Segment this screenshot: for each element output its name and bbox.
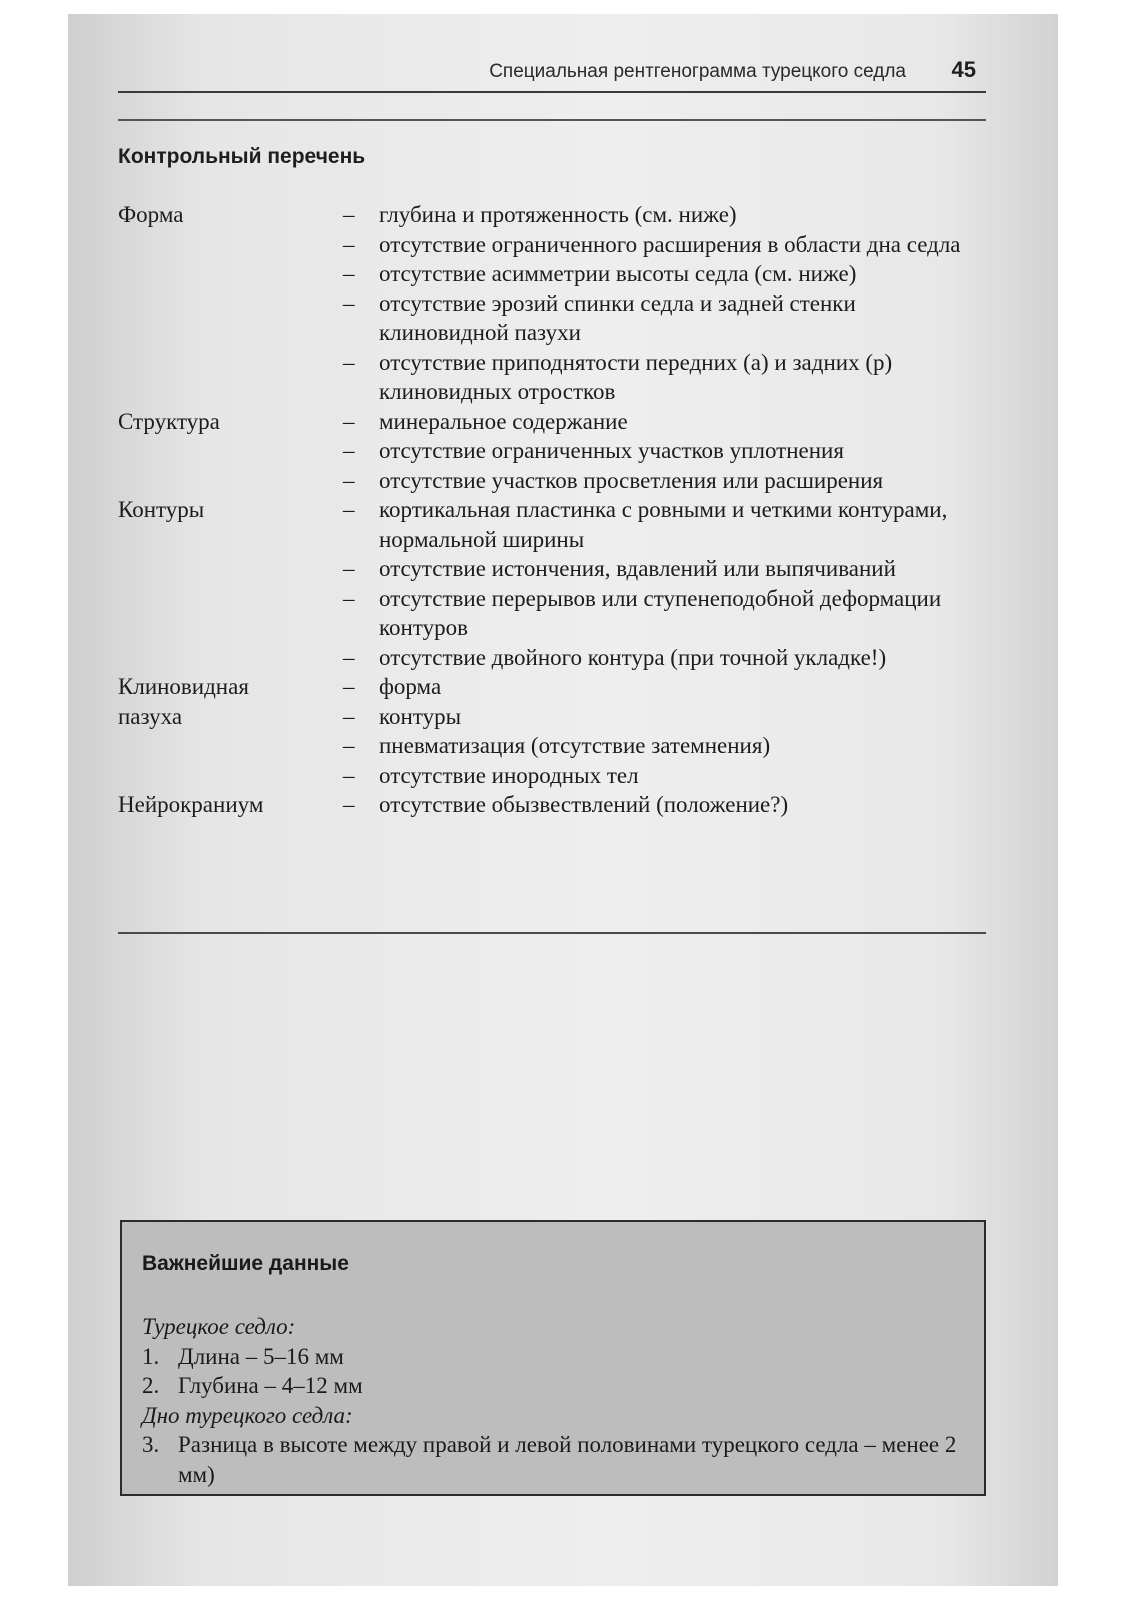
checklist-term: Форма bbox=[118, 202, 184, 227]
floor-label: Дно турецкого седла: bbox=[142, 1402, 353, 1428]
section-heading: Контрольный перечень bbox=[118, 145, 366, 168]
checklist-row bbox=[118, 672, 990, 702]
checklist-dash: – bbox=[343, 290, 355, 316]
checklist-dash: – bbox=[343, 556, 355, 581]
checklist-description: отсутствие инородных тел bbox=[379, 762, 639, 788]
running-title: Специальная рентгенограмма турецкого седла bbox=[489, 61, 906, 82]
item-number: 1. bbox=[142, 1343, 160, 1369]
checklist-description: отсутствие приподнятости передних (a) и задних (p) клиновидных отростков bbox=[379, 349, 893, 404]
checklist-dash: – bbox=[343, 438, 355, 463]
checklist-row bbox=[118, 436, 990, 466]
section-rule bbox=[118, 932, 986, 934]
item-text: Длина – 5–16 мм bbox=[178, 1343, 344, 1369]
checklist-row bbox=[118, 230, 990, 260]
running-head bbox=[118, 55, 986, 91]
checklist-dash: – bbox=[343, 231, 355, 257]
checklist-row bbox=[118, 289, 990, 348]
checklist-row bbox=[118, 702, 990, 732]
checklist-description: отсутствие двойного контура (при точной укладке!) bbox=[379, 644, 887, 670]
item-number: 3. bbox=[142, 1432, 160, 1457]
key-data-item bbox=[142, 1371, 972, 1401]
checklist-row bbox=[118, 790, 990, 820]
checklist-dash: – bbox=[343, 674, 355, 699]
checklist-term: Структура bbox=[118, 408, 220, 434]
checklist-dash: – bbox=[343, 202, 355, 227]
checklist-description: пневматизация (отсутствие затемнения) bbox=[379, 733, 771, 758]
checklist-dash: – bbox=[343, 762, 355, 788]
key-data-body bbox=[142, 1312, 972, 1489]
checklist-table bbox=[118, 200, 990, 820]
checklist-description: кортикальная пластинка с ровными и четкими контурами, нормальной ширины bbox=[379, 497, 948, 552]
checklist-term: пазуха bbox=[118, 703, 183, 729]
sella-label: Турецкое седло: bbox=[142, 1314, 296, 1339]
checklist-description: отсутствие асимметрии высоты седла (см. ниже) bbox=[379, 261, 857, 286]
checklist-row bbox=[118, 407, 990, 437]
checklist-dash: – bbox=[343, 585, 355, 611]
item-text: Разница в высоте между правой и левой половинами турецкого седла – менее 2 мм) bbox=[178, 1432, 957, 1487]
checklist-dash: – bbox=[343, 703, 355, 729]
key-data-box bbox=[120, 1220, 986, 1496]
checklist-term: Клиновидная bbox=[118, 674, 249, 699]
checklist-description: отсутствие перерывов или ступенеподобной деформации контуров bbox=[379, 585, 942, 640]
checklist-dash: – bbox=[343, 467, 355, 493]
checklist-dash: – bbox=[343, 349, 355, 375]
checklist-dash: – bbox=[343, 792, 355, 817]
page-number: 45 bbox=[951, 57, 976, 82]
item-number: 2. bbox=[142, 1373, 160, 1398]
checklist-description: минеральное содержание bbox=[379, 408, 628, 434]
checklist-description: контуры bbox=[379, 703, 462, 729]
checklist-term: Контуры bbox=[118, 497, 205, 522]
key-data-item bbox=[142, 1430, 972, 1489]
checklist-description: форма bbox=[379, 674, 442, 699]
checklist-row bbox=[118, 495, 990, 554]
checklist-row bbox=[118, 554, 990, 584]
checklist-row bbox=[118, 466, 990, 496]
checklist-description: отсутствие обызвествлений (положение?) bbox=[379, 792, 789, 817]
checklist-description: отсутствие истончения, вдавлений или выпячиваний bbox=[379, 556, 896, 581]
checklist-row bbox=[118, 348, 990, 407]
header-rule bbox=[118, 91, 986, 93]
checklist-row bbox=[118, 731, 990, 761]
checklist-description: отсутствие ограниченного расширения в области дна седла bbox=[379, 231, 961, 257]
checklist-description: отсутствие эрозий спинки седла и задней стенки клиновидной пазухи bbox=[379, 290, 856, 345]
item-text: Глубина – 4–12 мм bbox=[178, 1373, 363, 1398]
checklist-row bbox=[118, 200, 990, 230]
checklist-description: отсутствие участков просветления или расширения bbox=[379, 467, 884, 493]
checklist-dash: – bbox=[343, 644, 355, 670]
header-rule-secondary bbox=[118, 119, 986, 121]
checklist-row bbox=[118, 259, 990, 289]
checklist-dash: – bbox=[343, 408, 355, 434]
checklist-row bbox=[118, 643, 990, 673]
key-data-heading: Важнейшие данные bbox=[142, 1252, 349, 1275]
checklist-row bbox=[118, 584, 990, 643]
checklist-description: отсутствие ограниченных участков уплотнения bbox=[379, 438, 844, 463]
checklist-dash: – bbox=[343, 733, 355, 758]
checklist-dash: – bbox=[343, 261, 355, 286]
checklist-term: Нейрокраниум bbox=[118, 792, 264, 817]
key-data-item bbox=[142, 1342, 972, 1372]
checklist-row bbox=[118, 761, 990, 791]
checklist-description: глубина и протяженность (см. ниже) bbox=[379, 202, 737, 227]
checklist-dash: – bbox=[343, 497, 355, 522]
